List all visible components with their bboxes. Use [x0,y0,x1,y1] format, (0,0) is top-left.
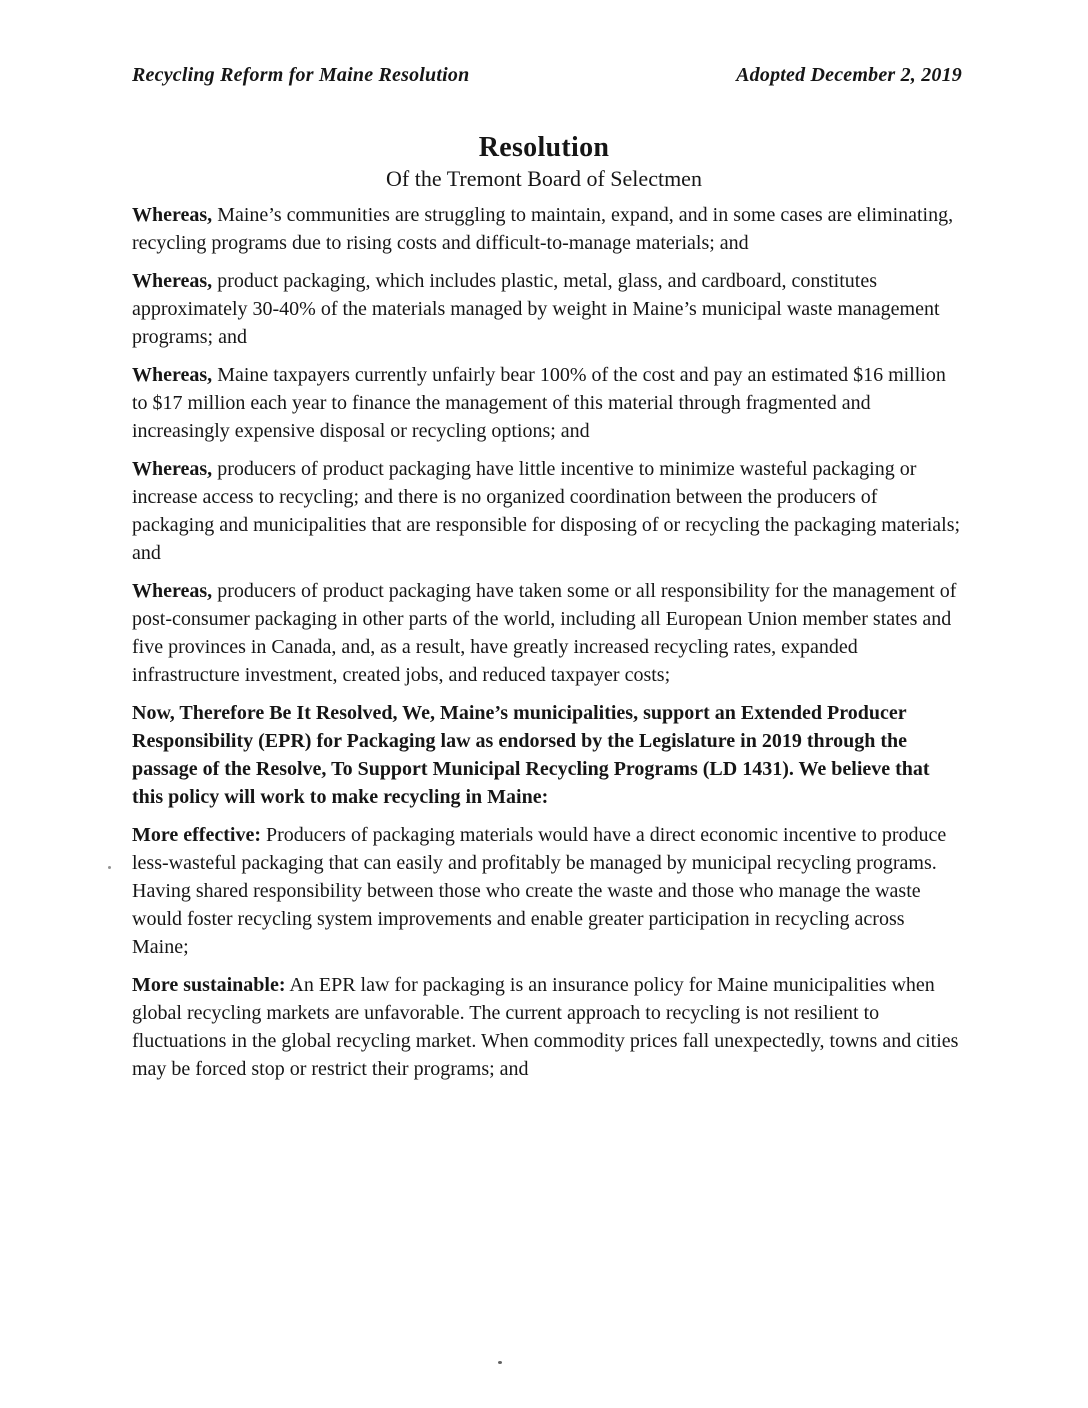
paragraph-whereas-4 [132,455,962,567]
paragraph-whereas-1 [132,201,962,257]
paragraph-text: product packaging, which includes plastic, metal, glass, and cardboard, constitutes approximately 30-40% of the materials managed by weight in Maine’s municipal waste management programs; and [132,270,940,348]
paragraph-lead: Whereas, [132,364,213,386]
paragraph-text: Now, Therefore Be It Resolved, We, Maine’s municipalities, support an Extended Producer Responsibility (EPR) for Packaging law as endorsed by the Legislature in 2019 through the passage of the Resolve, To Support Municipal Recycling Programs (LD 1431). We believe that this policy will work to make recycling in Maine: [132,702,930,808]
scan-speck [108,866,111,869]
paragraph-resolved-clause [132,699,962,811]
paragraph-whereas-2 [132,267,962,351]
paragraph-text: producers of product packaging have little incentive to minimize wasteful packaging or increase access to recycling; and there is no organized coordination between the producers of packaging and municipalities that are responsible for disposing of or recycling the packaging materials; and [132,458,961,564]
paragraph-lead: Whereas, [132,458,213,480]
header-running-title: Recycling Reform for Maine Resolution [132,64,470,86]
page-subtitle: Of the Tremont Board of Selectmen [386,166,702,191]
paragraph-lead: Whereas, [132,580,213,602]
paragraph-text: Producers of packaging materials would have a direct economic incentive to produce less-wasteful packaging that can easily and profitably be managed by municipal recycling programs. Having shared responsibility between those who create the waste and those who manage the waste would foster recycling system improvements and enable greater participation in recycling across Maine; [132,824,947,958]
document-header [0,0,1088,88]
page-title: Resolution [478,132,610,163]
header-adoption-date: Adopted December 2, 2019 [736,64,962,86]
paragraph-whereas-3 [132,361,962,445]
paragraph-text: Maine taxpayers currently unfairly bear 100% of the cost and pay an estimated $16 million to $17 million each year to finance the management of this material through fragmented and increasingly expensive disposal or recycling options; and [132,364,946,442]
paragraph-more-sustainable [132,971,962,1083]
paragraph-lead: Whereas, [132,270,213,292]
scan-speck [498,1361,502,1364]
paragraph-text: An EPR law for packaging is an insurance policy for Maine municipalities when global recycling markets are unfavorable. The current approach to recycling is not resilient to fluctuations in the global recycling market. When commodity prices fall unexpectedly, towns and cities may be forced stop or restrict their programs; and [132,974,959,1080]
paragraph-more-effective [132,821,962,961]
document-body [0,201,1088,1083]
paragraph-lead: More sustainable: [132,974,286,996]
paragraph-text: producers of product packaging have taken some or all responsibility for the management of post-consumer packaging in other parts of the world, including all European Union member states and five provinces in Canada, and, as a result, have greatly increased recycling rates, expanded infrastructure investment, created jobs, and reduced taxpayer costs; [132,580,957,686]
paragraph-lead: Whereas, [132,204,213,226]
paragraph-text: Maine’s communities are struggling to maintain, expand, and in some cases are eliminating, recycling programs due to rising costs and difficult-to-manage materials; and [132,204,954,254]
paragraph-whereas-5 [132,577,962,689]
paragraph-lead: More effective: [132,824,261,846]
